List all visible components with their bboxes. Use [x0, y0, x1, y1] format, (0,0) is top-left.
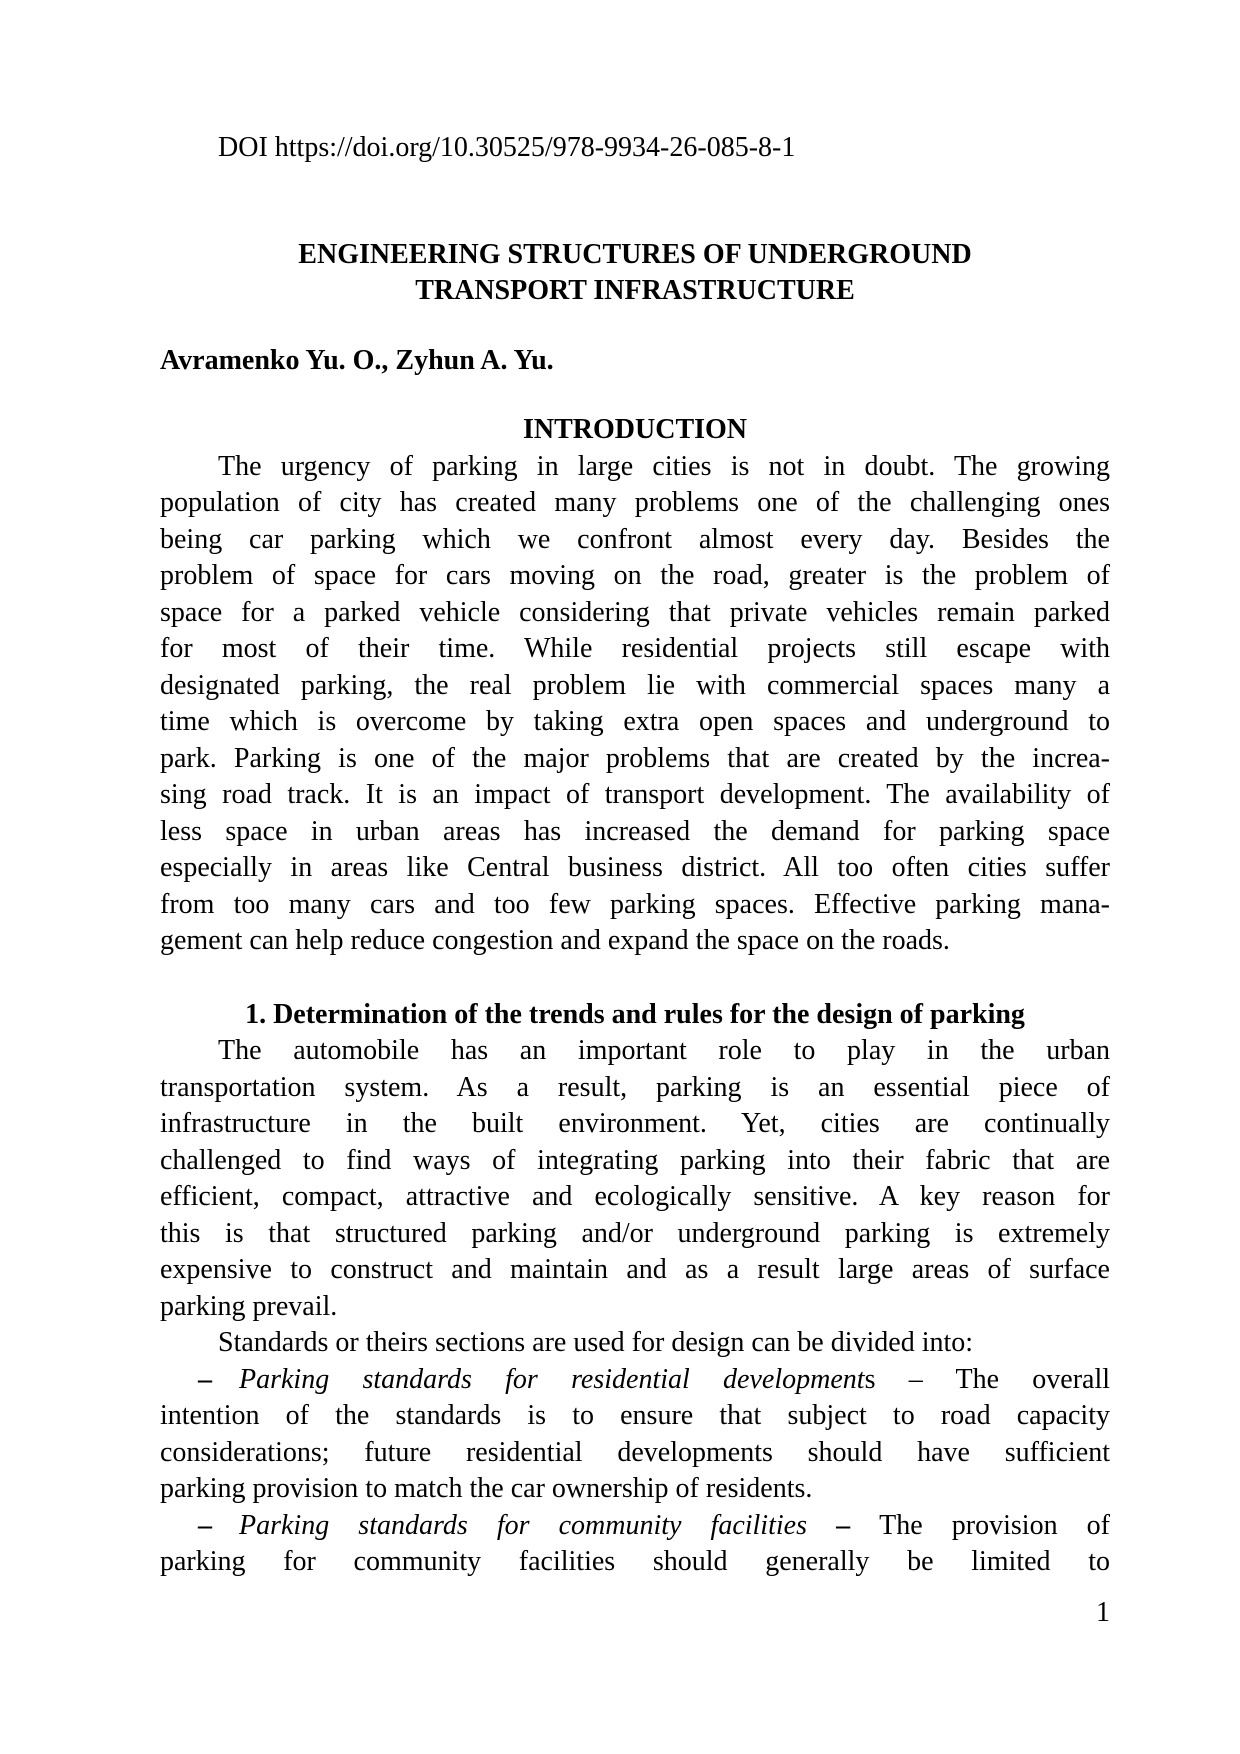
section1-text-line: this is that structured parking and/or underground parking is extremely	[160, 1217, 1110, 1249]
bullet-continuation	[160, 1544, 1110, 1581]
standards-intro-line: Standards or theirs sections are used for design can be divided into:	[218, 1327, 974, 1358]
section1-text-line: efficient, compact, attractive and ecologically sensitive. A key reason for	[160, 1181, 1110, 1212]
introduction-text-line: less space in urban areas has increased the demand for parking space	[160, 815, 1110, 847]
bullet-text-line: parking for community facilities should generally be limited to	[160, 1546, 1110, 1577]
bullet-separator-dash: –	[806, 1509, 880, 1541]
authors-line: Avramenko Yu. O., Zyhun A. Yu.	[160, 344, 554, 376]
introduction-text-line: park. Parking is one of the major problems that are created by the increa-	[160, 742, 1110, 774]
bullet-italic-text: Parking standards for residential development	[239, 1363, 865, 1395]
section1-heading: 1. Determination of the trends and rules for the design of parking	[245, 998, 1025, 1030]
section1-text-line: expensive to construct and maintain and as a result large areas of surface	[160, 1254, 1110, 1285]
introduction-text-line: sing road track. It is an impact of transport development. The availability of	[160, 779, 1110, 810]
bullet-first-line	[160, 1362, 1110, 1399]
paper-title	[160, 237, 1110, 310]
bullet-rest-text: The provision of	[879, 1509, 1110, 1541]
introduction-text-line: for most of their time. While residential projects still escape with	[160, 633, 1110, 664]
paper-title-line-2: TRANSPORT INFRASTRUCTURE	[415, 275, 855, 306]
bullet-item-community	[160, 1508, 1110, 1581]
section1-paragraph	[160, 1033, 1110, 1325]
introduction-text-line: from too many cars and too few parking spaces. Effective parking mana-	[160, 888, 1110, 920]
bullet-item-residential	[160, 1362, 1110, 1508]
introduction-text-line: gement can help reduce congestion and expand the space on the roads.	[160, 925, 950, 956]
section1-text-line: The automobile has an important role to play in the urban	[218, 1035, 1110, 1066]
page-content	[160, 130, 1110, 1631]
page-number: 1	[1096, 1596, 1110, 1628]
introduction-heading: INTRODUCTION	[522, 414, 748, 445]
bullet-last-line: parking provision to match the car ownership of residents.	[160, 1473, 813, 1504]
section1-text-line: parking prevail.	[160, 1290, 338, 1322]
bullet-dash: –	[198, 1509, 212, 1541]
introduction-text-line: especially in areas like Central business district. All too often cities suffer	[160, 852, 1110, 883]
introduction-text-line: time which is overcome by taking extra open spaces and underground to	[160, 706, 1110, 737]
introduction-text-line: space for a parked vehicle considering that private vehicles remain parked	[160, 596, 1110, 628]
bullet-italic-suffix: s	[864, 1363, 876, 1395]
introduction-text-line: problem of space for cars moving on the road, greater is the problem of	[160, 560, 1110, 591]
paper-title-line-1: ENGINEERING STRUCTURES OF UNDERGROUND	[298, 238, 972, 270]
section1-text-line: challenged to find ways of integrating parking into their fabric that are	[160, 1144, 1110, 1176]
doi-line: DOI https://doi.org/10.30525/978-9934-26-085-8-1	[218, 132, 796, 163]
bullet-dash: –	[198, 1363, 212, 1395]
bullet-italic-text: Parking standards for community facilities	[239, 1509, 807, 1541]
introduction-text-line: being car parking which we confront almost every day. Besides the	[160, 523, 1110, 555]
bullet-first-line	[160, 1508, 1110, 1545]
bullet-text-line: considerations; future residential developments should have sufficient	[160, 1436, 1110, 1468]
bullet-continuation	[160, 1398, 1110, 1471]
bullet-text-line: intention of the standards is to ensure that subject to road capacity	[160, 1400, 1110, 1431]
introduction-text-line: designated parking, the real problem lie with commercial spaces many a	[160, 669, 1110, 701]
section1-text-line: infrastructure in the built environment. Yet, cities are continually	[160, 1108, 1110, 1139]
bullet-rest-text: The overall	[955, 1363, 1111, 1395]
introduction-text-line: population of city has created many problems one of the challenging ones	[160, 487, 1110, 518]
section1-text-line: transportation system. As a result, parking is an essential piece of	[160, 1071, 1110, 1103]
introduction-paragraph	[160, 449, 1110, 960]
introduction-text-line: The urgency of parking in large cities is not in doubt. The growing	[218, 450, 1110, 482]
bullet-separator-dash: –	[875, 1363, 956, 1395]
